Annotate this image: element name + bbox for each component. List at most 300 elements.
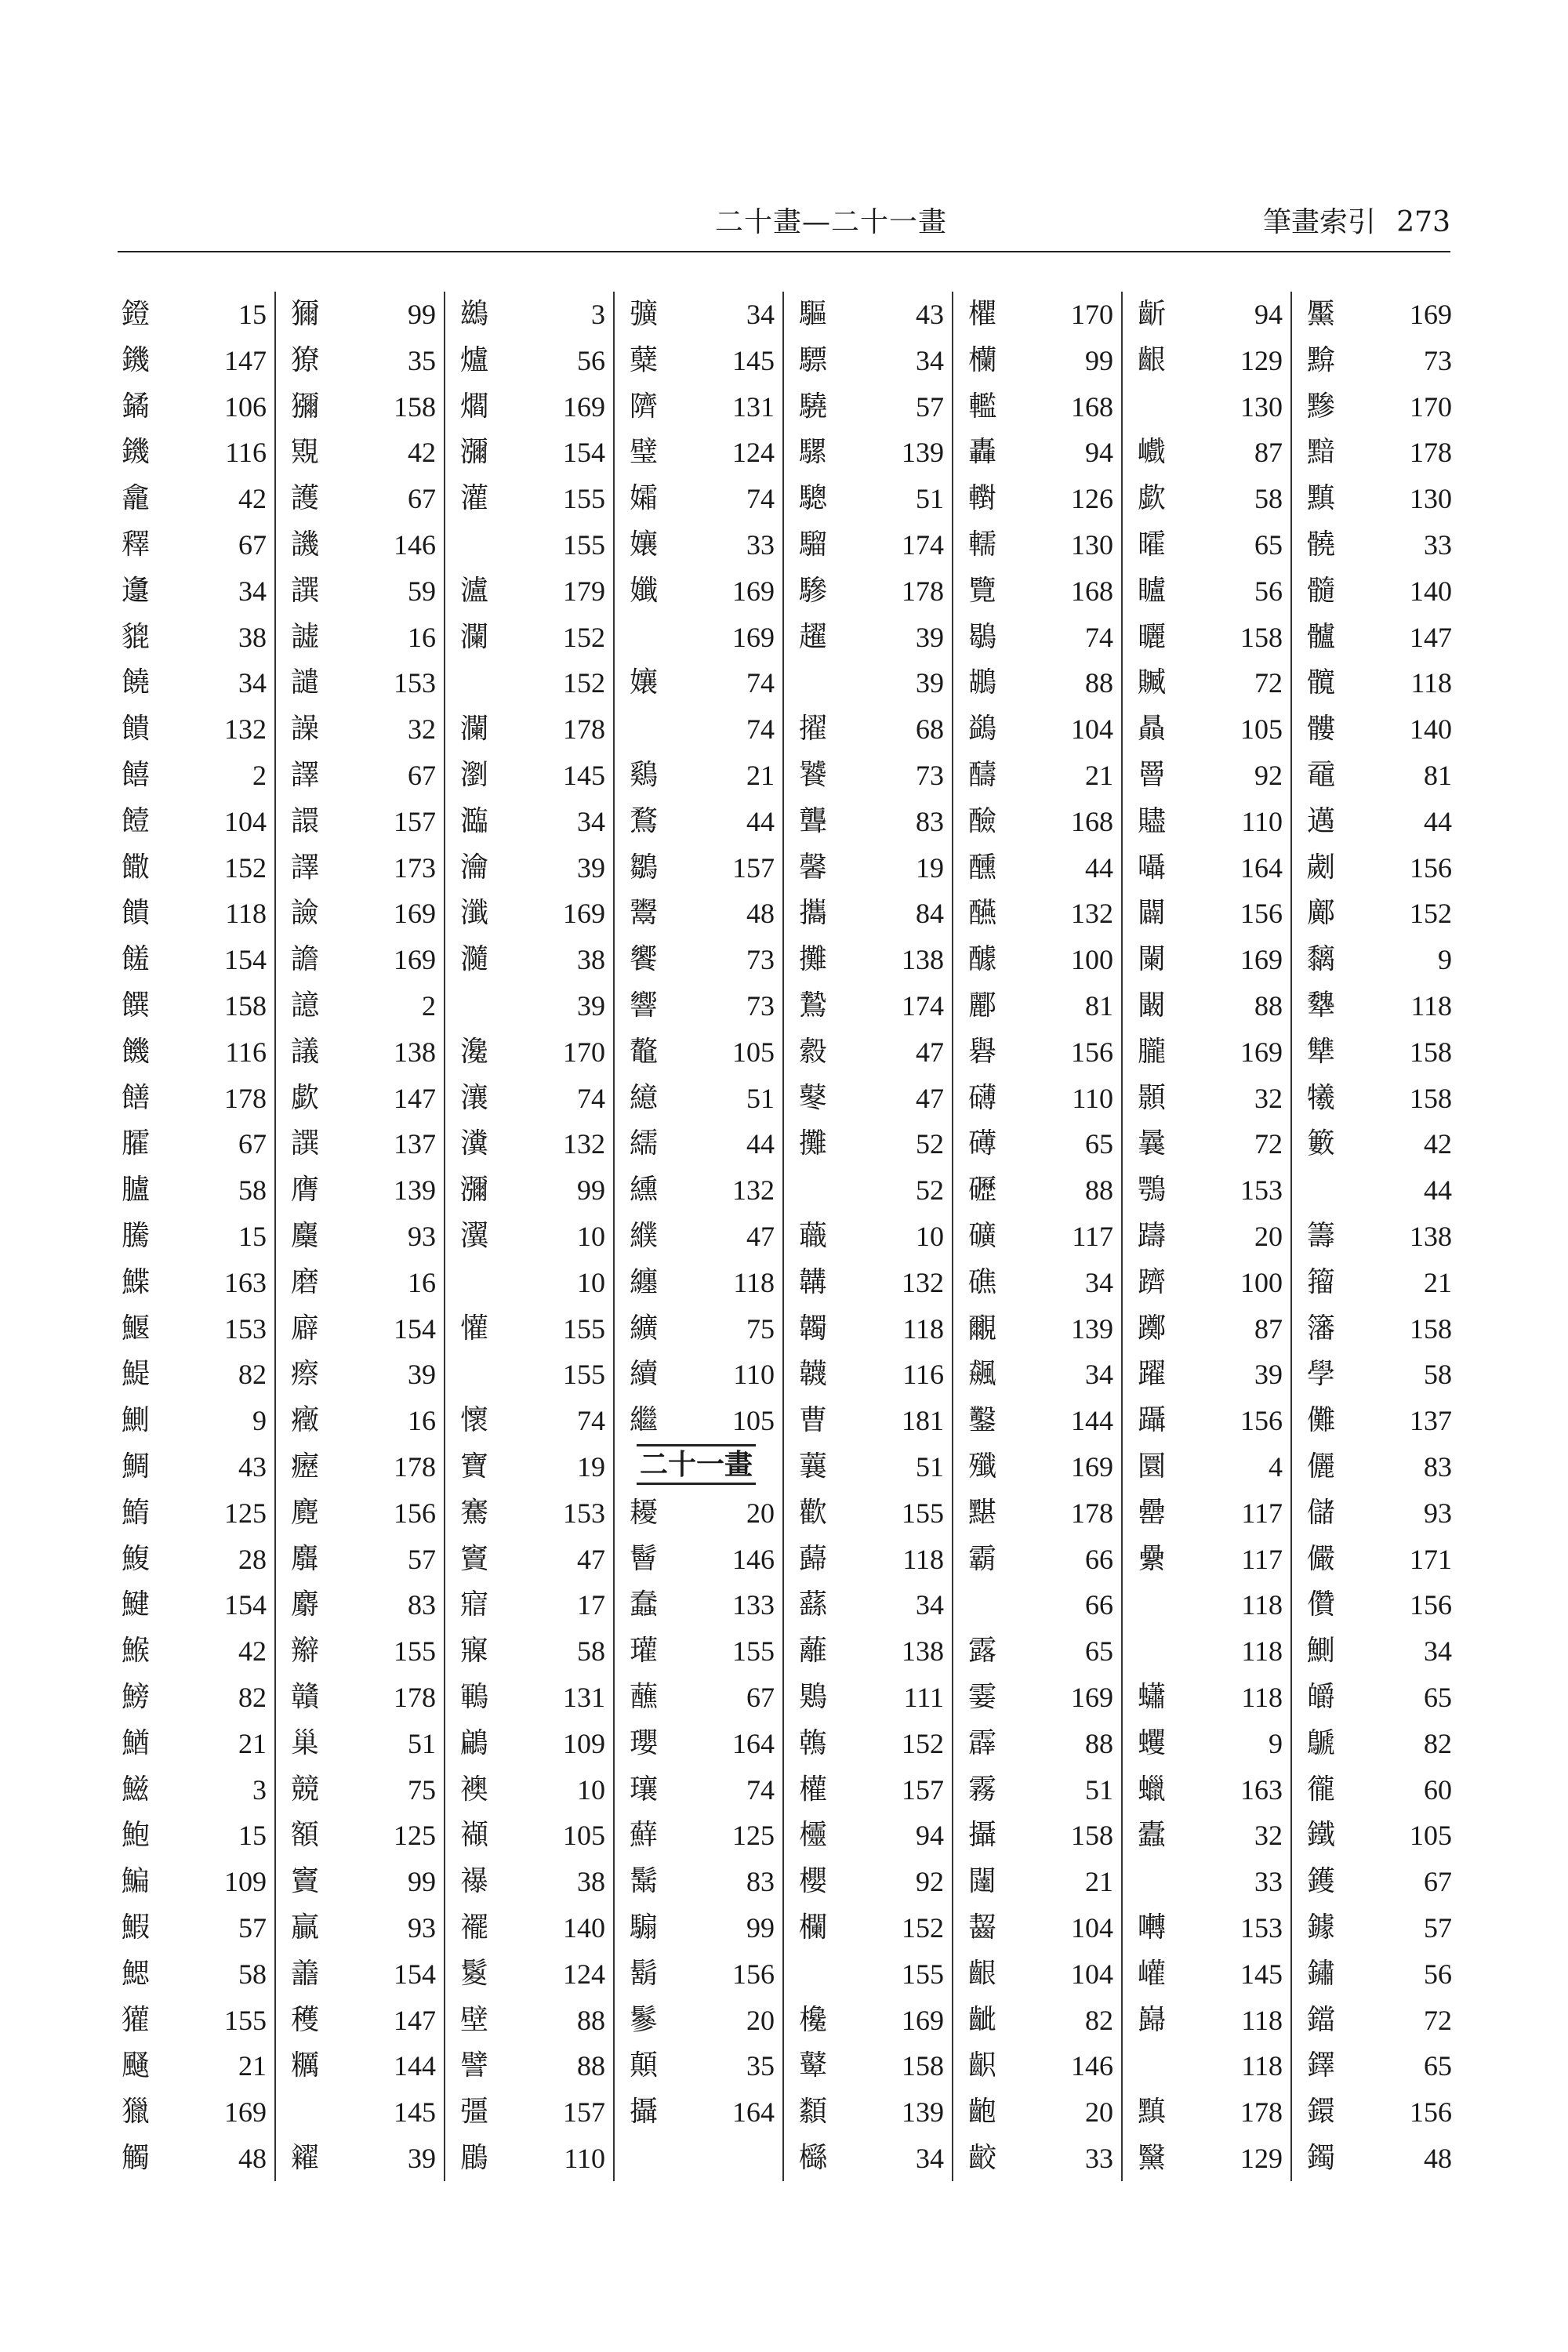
index-entry <box>795 1905 944 1951</box>
index-entry <box>1134 799 1283 844</box>
index-entry <box>1303 615 1452 660</box>
index-entry <box>456 891 605 936</box>
entry-page-number: 32 <box>1254 1082 1283 1114</box>
entry-character: 瀰 <box>459 436 488 469</box>
entry-character: 巇 <box>1137 436 1166 469</box>
index-entry <box>964 1076 1113 1121</box>
entry-character: 饎 <box>121 759 150 791</box>
entry-character: 鶣 <box>459 1726 488 1759</box>
entry-character: 覽 <box>967 574 996 607</box>
index-entry <box>626 1582 775 1628</box>
entry-page-number: 156 <box>1410 2096 1452 2129</box>
entry-page-number: 146 <box>732 1543 775 1575</box>
entry-page-number: 156 <box>1071 1036 1113 1068</box>
entry-character: 儺 <box>1306 1404 1335 1437</box>
entry-page-number: 67 <box>408 483 436 515</box>
entry-character: 鷁 <box>967 713 996 746</box>
entry-character: 趯 <box>798 620 827 653</box>
index-entry <box>795 430 944 475</box>
entry-character: 縠 <box>798 1035 827 1068</box>
entry-character: 黐 <box>1306 943 1335 976</box>
index-entry <box>795 983 944 1029</box>
entry-page-number: 67 <box>1424 1866 1452 1898</box>
entry-character: 饍 <box>121 1081 150 1114</box>
entry-page-number: 155 <box>732 1635 775 1668</box>
entry-page-number: 38 <box>238 621 267 653</box>
entry-character: 闥 <box>967 1865 996 1898</box>
entry-page-number: 178 <box>563 713 605 746</box>
entry-page-number: 20 <box>746 1497 775 1529</box>
index-entry <box>1303 1813 1452 1858</box>
entry-page-number: 156 <box>732 1958 775 1990</box>
index-entry <box>795 799 944 844</box>
entry-page-number: 47 <box>746 1221 775 1252</box>
entry-character: 麝 <box>290 1588 319 1621</box>
entry-page-number: 52 <box>916 1174 944 1207</box>
index-entry <box>795 568 944 614</box>
entry-character: 贓 <box>1137 666 1166 699</box>
entry-character: 瀼 <box>459 1081 488 1114</box>
entry-character: 鑊 <box>1306 1865 1335 1898</box>
entry-page-number: 169 <box>1071 1451 1113 1483</box>
index-entry <box>118 1537 267 1582</box>
entry-character: 攝 <box>967 1819 996 1852</box>
entry-character: 酈 <box>967 989 996 1022</box>
entry-character: 驄 <box>798 482 827 515</box>
entry-page-number: 51 <box>746 1082 775 1114</box>
entry-character: 齧 <box>967 1911 996 1944</box>
entry-page-number: 34 <box>238 667 267 699</box>
entry-page-number: 87 <box>1254 437 1283 469</box>
entry-page-number: 15 <box>238 1221 267 1252</box>
entry-page-number: 153 <box>1240 1174 1283 1207</box>
index-entry <box>626 1905 775 1951</box>
index-entry <box>287 1813 436 1858</box>
entry-page-number: 65 <box>1254 529 1283 561</box>
entry-page-number: 174 <box>902 529 944 561</box>
entry-character: 鰖 <box>121 1496 150 1529</box>
entry-page-number: 132 <box>732 1174 775 1207</box>
index-entry <box>964 891 1113 936</box>
entry-page-number: 82 <box>1085 2004 1113 2036</box>
index-entry <box>1303 1076 1452 1121</box>
index-column <box>456 292 605 2181</box>
index-entry <box>795 1675 944 1720</box>
entry-character: 鐸 <box>1306 2049 1335 2082</box>
entry-page-number: 181 <box>902 1405 944 1437</box>
entry-page-number: 163 <box>224 1266 267 1298</box>
index-entry <box>1303 1214 1452 1259</box>
entry-page-number: 164 <box>732 2096 775 2129</box>
entry-page-number: 156 <box>394 1497 436 1529</box>
index-entry <box>795 2043 944 2089</box>
entry-character: 鰦 <box>121 1773 150 1806</box>
entry-character: 瀷 <box>459 1220 488 1252</box>
index-entry <box>456 753 605 798</box>
index-entry <box>1134 476 1283 521</box>
entry-page-number: 33 <box>746 529 775 561</box>
entry-page-number: 75 <box>746 1312 775 1345</box>
entry-page-number: 147 <box>224 344 267 376</box>
entry-page-number: 169 <box>1240 944 1283 976</box>
entry-page-number: 60 <box>1424 1773 1452 1806</box>
entry-page-number: 156 <box>1410 851 1452 884</box>
entry-page-number: 110 <box>564 2143 605 2174</box>
entry-character: 攤 <box>798 943 827 976</box>
entry-page-number: 154 <box>224 1589 267 1621</box>
entry-character: 鶤 <box>459 1681 488 1713</box>
index-entry <box>1303 1905 1452 1951</box>
entry-page-number: 139 <box>902 437 944 469</box>
entry-page-number: 164 <box>1240 851 1283 884</box>
index-entry <box>964 384 1113 430</box>
index-entry <box>1303 1675 1452 1720</box>
entry-page-number: 146 <box>1071 2050 1113 2082</box>
entry-page-number: 94 <box>1085 437 1113 469</box>
index-entry <box>1134 753 1283 798</box>
index-entry <box>964 1306 1113 1352</box>
index-entry <box>287 1998 436 2043</box>
entry-character: 鐲 <box>1306 2142 1335 2174</box>
entry-character: 曩 <box>1137 1127 1166 1160</box>
entry-character: 蠹 <box>1137 1819 1166 1852</box>
entry-page-number: 158 <box>902 2050 944 2082</box>
column-divider <box>613 292 615 2181</box>
index-entry <box>1134 1951 1283 1997</box>
index-entry <box>118 1398 267 1443</box>
entry-character: 饐 <box>121 804 150 837</box>
entry-page-number: 117 <box>1072 1221 1113 1252</box>
entry-character: 鰓 <box>121 1957 150 1990</box>
entry-page-number: 158 <box>224 990 267 1022</box>
entry-character: 騰 <box>121 1220 150 1252</box>
index-entry <box>626 1352 775 1397</box>
entry-page-number: 65 <box>1085 1128 1113 1160</box>
entry-character: 躋 <box>1137 1265 1166 1298</box>
index-entry <box>1134 338 1283 383</box>
entry-character: 黯 <box>1306 436 1335 469</box>
entry-character: 颾 <box>121 2049 150 2082</box>
index-entry <box>626 799 775 844</box>
index-entry <box>118 430 267 475</box>
index-entry <box>964 1214 1113 1259</box>
entry-character: 礴 <box>967 1081 996 1114</box>
entry-page-number: 116 <box>225 1036 267 1068</box>
index-entry <box>118 1951 267 1997</box>
index-entry <box>795 1721 944 1766</box>
entry-character: 韤 <box>798 1358 827 1391</box>
index-entry <box>626 983 775 1029</box>
entry-character: 驍 <box>798 390 827 423</box>
index-entry <box>1303 706 1452 752</box>
index-entry <box>626 1721 775 1766</box>
entry-page-number: 59 <box>408 575 436 607</box>
entry-page-number: 131 <box>563 1682 605 1713</box>
entry-page-number: 73 <box>1424 344 1452 376</box>
index-entry <box>118 1675 267 1720</box>
entry-character: 櫾 <box>798 2142 827 2174</box>
entry-page-number: 132 <box>224 713 267 746</box>
index-entry <box>287 891 436 936</box>
entry-page-number: 94 <box>916 1820 944 1852</box>
entry-character: 獾 <box>121 2003 150 2036</box>
entry-character: 續 <box>629 1358 658 1391</box>
entry-character: 譯 <box>290 851 319 884</box>
index-entry <box>795 891 944 936</box>
index-entry <box>1134 1998 1283 2043</box>
entry-character: 襬 <box>459 1911 488 1944</box>
index-entry <box>795 476 944 521</box>
entry-character: 鰋 <box>121 1312 150 1345</box>
entry-character: 驂 <box>798 574 827 607</box>
entry-character: 歔 <box>1137 482 1166 515</box>
entry-page-number: 169 <box>394 944 436 976</box>
entry-page-number: 152 <box>563 667 605 699</box>
index-entry <box>1303 522 1452 568</box>
entry-page-number: 10 <box>577 1266 605 1298</box>
entry-page-number: 57 <box>916 390 944 423</box>
column-divider <box>1290 292 1292 2181</box>
entry-character: 齙 <box>967 2096 996 2129</box>
index-entry <box>626 1167 775 1213</box>
index-entry <box>1303 799 1452 844</box>
entry-page-number: 32 <box>1254 1820 1283 1852</box>
index-entry <box>964 1721 1113 1766</box>
entry-character: 孅 <box>629 574 658 607</box>
entry-page-number: 144 <box>394 2050 436 2082</box>
entry-character: 爓 <box>459 390 488 423</box>
index-entry <box>795 2136 944 2181</box>
index-entry <box>626 1813 775 1858</box>
entry-page-number: 169 <box>563 898 605 930</box>
entry-page-number: 48 <box>238 2143 267 2174</box>
entry-character: 纍 <box>1137 1542 1166 1575</box>
index-entry <box>626 1628 775 1674</box>
entry-character: 齞 <box>967 2049 996 2082</box>
index-entry <box>118 615 267 660</box>
entry-character: 鶡 <box>967 620 996 653</box>
entry-page-number: 57 <box>408 1543 436 1575</box>
entry-character: 蘘 <box>798 1450 827 1483</box>
entry-character: 瀸 <box>459 897 488 930</box>
index-entry <box>1134 706 1283 752</box>
entry-character: 廦 <box>290 1312 319 1345</box>
entry-character: 耰 <box>629 1496 658 1529</box>
index-entry <box>1303 1767 1452 1813</box>
entry-character: 犨 <box>1306 1035 1335 1068</box>
entry-character: 璧 <box>629 436 658 469</box>
column-divider <box>1121 292 1123 2181</box>
entry-character: 瀡 <box>459 943 488 976</box>
entry-character: 黮 <box>967 1496 996 1529</box>
entry-character: 欃 <box>798 2003 827 2036</box>
entry-page-number: 47 <box>916 1082 944 1114</box>
index-entry <box>1303 1628 1452 1674</box>
entry-character: 礦 <box>967 1220 996 1252</box>
entry-character: 臚 <box>121 1174 150 1207</box>
entry-page-number: 129 <box>1240 2143 1283 2174</box>
entry-character: 鄺 <box>1306 897 1335 930</box>
stroke-index-table <box>118 292 1450 2181</box>
entry-character: 懽 <box>459 1312 488 1345</box>
index-entry <box>118 1076 267 1121</box>
index-entry <box>1134 615 1283 660</box>
entry-page-number: 153 <box>224 1312 267 1345</box>
entry-page-number: 83 <box>408 1589 436 1621</box>
index-entry <box>1134 1721 1283 1766</box>
entry-character: 纏 <box>629 1265 658 1298</box>
index-entry <box>456 706 605 752</box>
entry-character: 邍 <box>121 574 150 607</box>
entry-character: 蘨 <box>798 1588 827 1621</box>
index-entry <box>964 1167 1113 1213</box>
entry-character: 覼 <box>967 1312 996 1345</box>
index-entry <box>1303 1260 1452 1305</box>
entry-character: 黿 <box>1306 759 1335 791</box>
entry-character: 瀾 <box>459 620 488 653</box>
entry-character: 歔 <box>290 1081 319 1114</box>
index-column <box>1134 292 1283 2181</box>
index-entry <box>287 983 436 1029</box>
entry-page-number: 130 <box>1240 390 1283 423</box>
index-entry <box>1134 2089 1283 2135</box>
entry-character: 黰 <box>1306 482 1335 515</box>
index-entry <box>795 2089 944 2135</box>
index-entry <box>1134 568 1283 614</box>
index-entry <box>287 1767 436 1813</box>
entry-page-number: 164 <box>732 1727 775 1759</box>
index-entry <box>964 292 1113 337</box>
entry-page-number: 94 <box>1254 299 1283 330</box>
entry-page-number: 34 <box>1424 1635 1452 1668</box>
index-entry <box>456 1490 605 1536</box>
entry-page-number: 133 <box>732 1589 775 1621</box>
column-divider <box>444 292 445 2181</box>
entry-character: 隮 <box>629 390 658 423</box>
index-entry <box>456 1582 605 1628</box>
index-entry <box>626 1951 775 1997</box>
entry-character: 儷 <box>1306 1450 1335 1483</box>
index-entry <box>1134 522 1283 568</box>
entry-page-number: 82 <box>238 1682 267 1713</box>
index-entry <box>1134 891 1283 936</box>
entry-page-number: 105 <box>563 1820 605 1852</box>
entry-page-number: 35 <box>746 2050 775 2082</box>
entry-page-number: 125 <box>394 1820 436 1852</box>
entry-character: 攜 <box>798 897 827 930</box>
entry-page-number: 34 <box>238 575 267 607</box>
index-entry <box>1134 1767 1283 1813</box>
index-entry <box>1303 1537 1452 1582</box>
index-entry <box>287 2089 436 2135</box>
entry-character: 繼 <box>629 1404 658 1437</box>
entry-character: 譟 <box>290 713 319 746</box>
entry-page-number: 154 <box>394 1958 436 1990</box>
index-entry <box>456 430 605 475</box>
index-entry <box>456 384 605 430</box>
entry-page-number: 178 <box>902 575 944 607</box>
entry-page-number: 155 <box>902 1497 944 1529</box>
entry-page-number: 158 <box>1240 621 1283 653</box>
entry-character: 鬍 <box>629 1957 658 1990</box>
entry-character: 鬖 <box>629 2003 658 2036</box>
entry-page-number: 179 <box>563 575 605 607</box>
entry-character: 鯸 <box>121 1635 150 1668</box>
entry-character: 霎 <box>967 1681 996 1713</box>
index-entry <box>795 753 944 798</box>
index-entry <box>287 1076 436 1121</box>
entry-character: 瓘 <box>629 1635 658 1668</box>
entry-character: 鐖 <box>121 343 150 376</box>
entry-page-number: 39 <box>916 621 944 653</box>
entry-character: 瀘 <box>459 574 488 607</box>
entry-character: 灌 <box>459 482 488 515</box>
index-entry <box>1303 430 1452 475</box>
entry-page-number: 139 <box>902 2096 944 2129</box>
entry-page-number: 15 <box>238 1820 267 1852</box>
entry-character: 護 <box>290 482 319 515</box>
entry-page-number: 10 <box>577 1773 605 1806</box>
entry-page-number: 66 <box>1085 1589 1113 1621</box>
index-entry <box>118 983 267 1029</box>
index-entry <box>118 522 267 568</box>
entry-character: 曬 <box>1137 620 1166 653</box>
index-entry <box>287 1398 436 1443</box>
entry-page-number: 52 <box>916 1128 944 1160</box>
index-entry <box>287 1444 436 1490</box>
index-entry <box>1134 1813 1283 1858</box>
entry-character: 醺 <box>967 851 996 884</box>
entry-character: 學 <box>1306 1358 1335 1391</box>
entry-page-number: 169 <box>1071 1682 1113 1713</box>
index-entry <box>626 615 775 660</box>
entry-character: 竇 <box>290 1865 319 1898</box>
index-entry <box>118 753 267 798</box>
entry-character: 欋 <box>967 298 996 330</box>
header-rule <box>118 251 1450 252</box>
entry-character: 攤 <box>798 1127 827 1160</box>
entry-page-number: 155 <box>563 529 605 561</box>
entry-page-number: 118 <box>1241 1635 1283 1668</box>
entry-character: 飆 <box>967 1358 996 1391</box>
index-entry <box>626 1675 775 1720</box>
index-entry <box>795 1260 944 1305</box>
entry-character: 譩 <box>290 989 319 1022</box>
index-entry <box>287 2043 436 2089</box>
entry-page-number: 42 <box>238 1635 267 1668</box>
index-entry <box>964 1444 1113 1490</box>
entry-page-number: 168 <box>1071 575 1113 607</box>
entry-page-number: 4 <box>1269 1451 1283 1483</box>
index-entry <box>118 1260 267 1305</box>
entry-character: 鼕 <box>798 1081 827 1114</box>
entry-character: 鶵 <box>629 851 658 884</box>
entry-page-number: 99 <box>577 1174 605 1207</box>
entry-character: 鼙 <box>798 2049 827 2082</box>
index-entry <box>795 1951 944 1997</box>
entry-character: 繻 <box>629 1127 658 1160</box>
entry-page-number: 152 <box>902 1727 944 1759</box>
entry-page-number: 118 <box>1241 2004 1283 2036</box>
entry-character: 議 <box>290 1035 319 1068</box>
entry-character: 膺 <box>290 1174 319 1207</box>
index-entry <box>118 1121 267 1167</box>
index-entry <box>964 845 1113 891</box>
entry-page-number: 20 <box>1085 2096 1113 2129</box>
index-entry <box>456 476 605 521</box>
entry-character: 鼇 <box>629 1035 658 1068</box>
entry-character: 齩 <box>967 2142 996 2174</box>
